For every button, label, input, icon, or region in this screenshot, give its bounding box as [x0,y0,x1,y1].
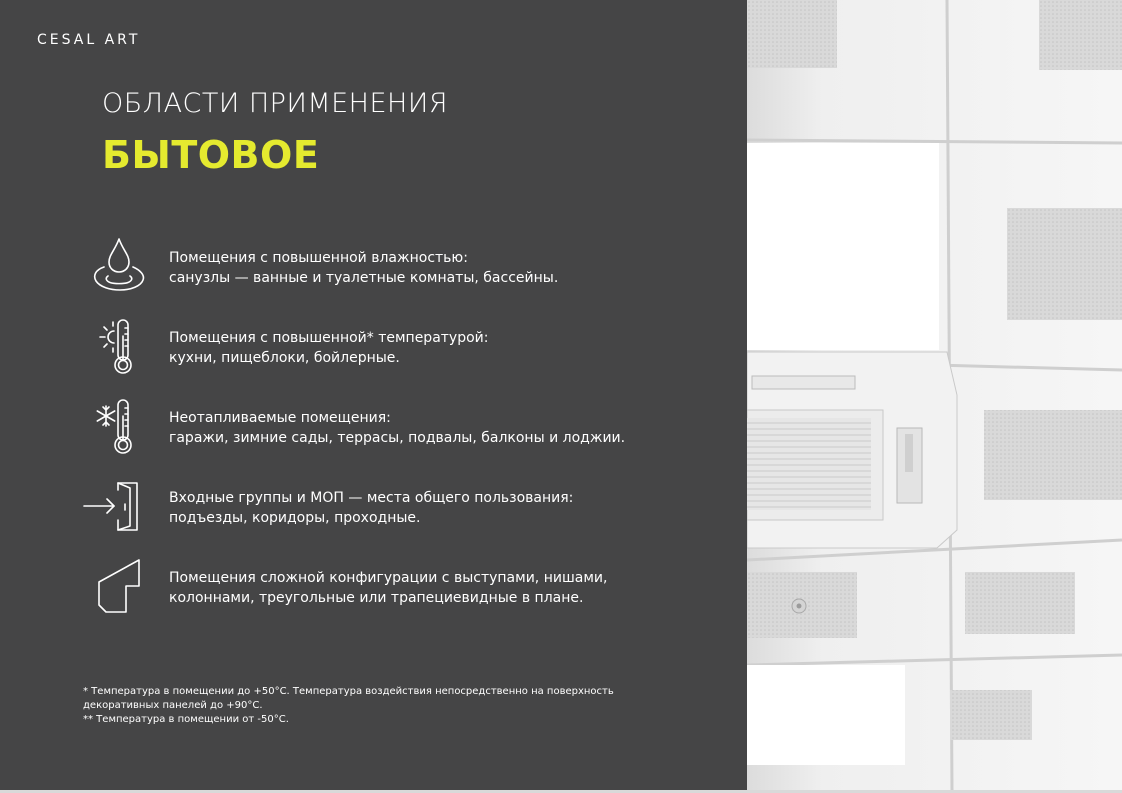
list-item [80,316,720,380]
water-drop-icon [80,236,154,300]
item-description: кухни, пищеблоки, бойлерные. [169,350,400,366]
footnote: декоративных панелей до +90°C. [83,700,263,711]
footnote: * Температура в помещении до +50°C. Температура воздействия непосредственно на поверхность [83,686,614,697]
ceiling-photo [747,0,1122,790]
page-title: ОБЛАСТИ ПРИМЕНЕНИЯ [102,88,448,119]
entrance-door-icon [80,476,154,540]
brand-logo: CESAL ART [37,32,141,48]
item-description: колоннами, треугольные или трапециевидные в плане. [169,590,584,606]
item-description: гаражи, зимние сады, террасы, подвалы, балконы и лоджии. [169,430,626,446]
item-title: Неотапливаемые помещения: [169,410,391,426]
footnote: ** Температура в помещении от -50°C. [83,714,289,725]
footnotes [83,685,614,727]
thermometer-snowflake-icon [80,396,154,460]
list-item [80,476,720,540]
air-conditioner [747,352,957,548]
item-title: Помещения с повышенной влажностью: [169,250,468,266]
thermometer-sun-icon [80,316,154,380]
item-title: Помещения сложной конфигурации с выступами, нишами, [169,570,608,586]
list-item [80,236,720,300]
list-item [80,556,720,620]
item-description: санузлы — ванные и туалетные комнаты, бассейны. [169,270,559,286]
item-title: Входные группы и МОП — места общего пользования: [169,490,574,506]
item-description: подъезды, коридоры, проходные. [169,510,421,526]
complex-shape-icon [80,556,154,620]
item-title: Помещения с повышенной* температурой: [169,330,489,346]
list-item [80,396,720,460]
page-subtitle: БЫТОВОЕ [102,133,320,177]
